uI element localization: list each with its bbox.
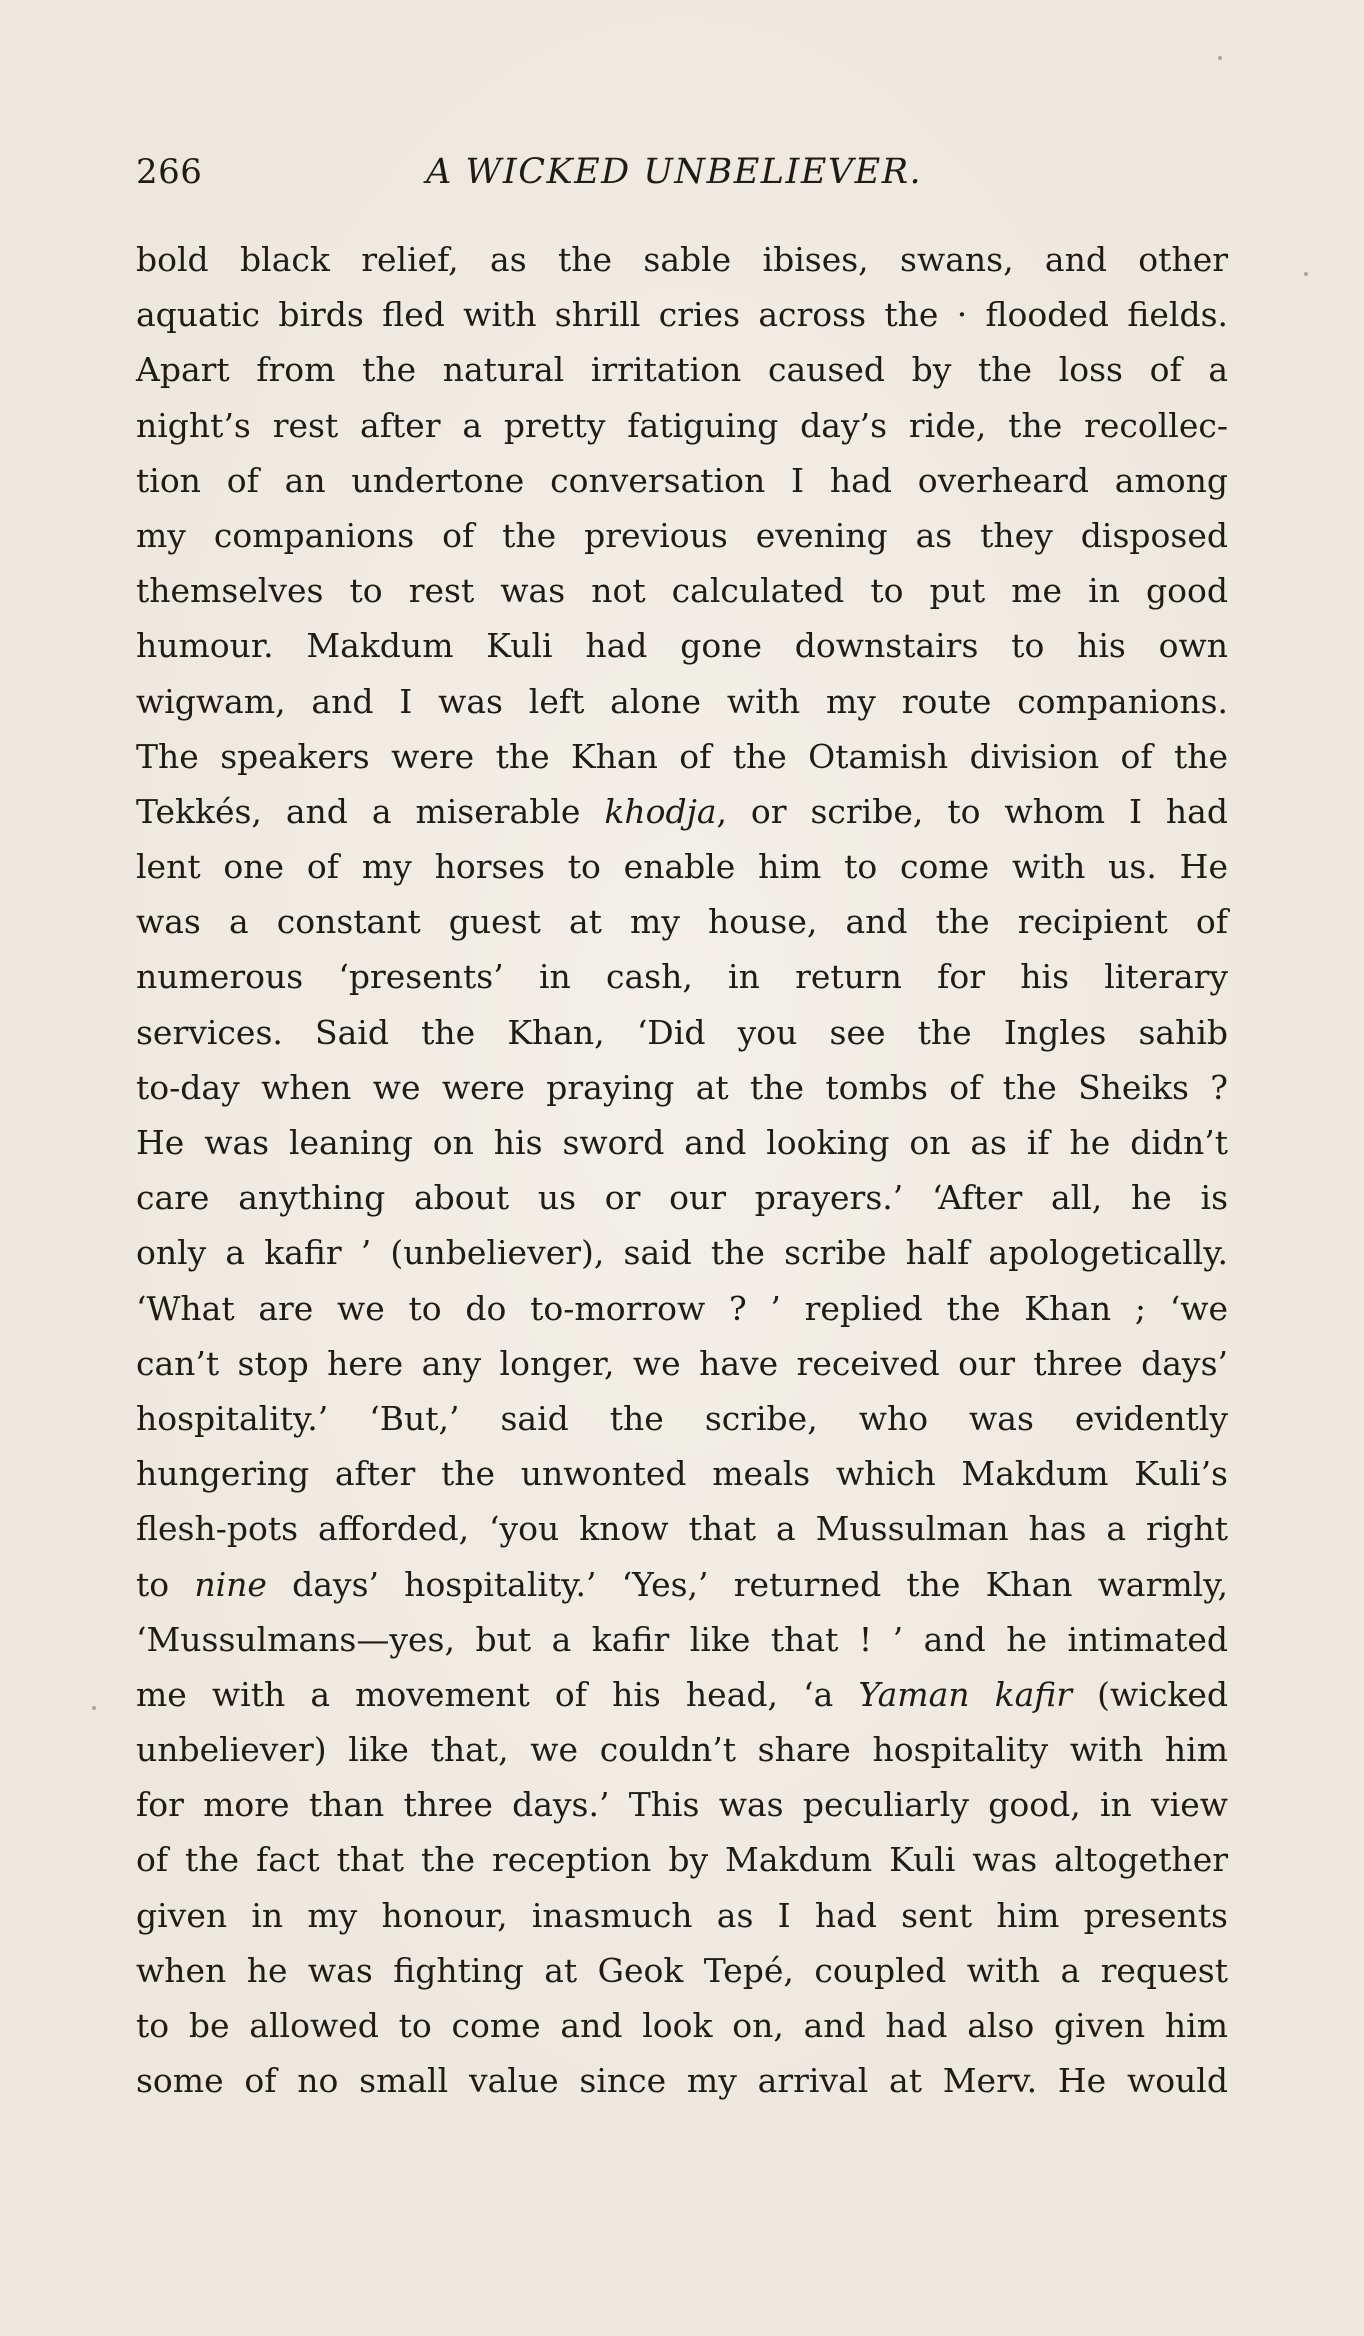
text-line-3: Apart from the natural irritation caused by the loss of a [136, 350, 1228, 390]
text-line-10: The speakers were the Khan of the Otamish division of the [136, 736, 1228, 776]
text-line-7: themselves to rest was not calculated to put me in good [136, 571, 1228, 611]
text-line-24: flesh-pots afforded, ‘you know that a Mussulman has a right [136, 1509, 1228, 1549]
text-line-23: hungering after the unwonted meals which Makdum Kuli’s [136, 1454, 1228, 1494]
paper-speck [92, 1706, 96, 1710]
text-line-2: aquatic birds fled with shrill cries across the · flooded fields. [136, 295, 1228, 335]
text-line-14: numerous ‘presents’ in cash, in return for his literary [136, 957, 1228, 997]
text-line-6: my companions of the previous evening as they disposed [136, 515, 1228, 555]
text-line-30: of the fact that the reception by Makdum Kuli was altogether [136, 1840, 1228, 1880]
text-line-13: was a constant guest at my house, and the recipient of [136, 902, 1228, 942]
page-header [136, 150, 1228, 194]
text-line-21: can’t stop here any longer, we have received our three days’ [136, 1343, 1228, 1383]
text-line-1: bold black relief, as the sable ibises, swans, and other [136, 240, 1228, 279]
text-line-27: me with a movement of his head, ‘a Yaman kafir (wicked [136, 1674, 1228, 1714]
text-line-12: lent one of my horses to enable him to come with us. He [136, 847, 1228, 887]
text-line-26: ‘Mussulmans—yes, but a kafir like that ! ’ and he intimated [136, 1619, 1228, 1659]
text-line-33: to be allowed to come and look on, and had also given him [136, 2006, 1228, 2045]
text-line-16: to-day when we were praying at the tombs of the Sheiks ? [136, 1067, 1228, 1107]
text-line-11: Tekkés, and a miserable khodja, or scribe, to whom I had [136, 791, 1228, 831]
body-text [136, 232, 1228, 2108]
text-line-29: for more than three days.’ This was peculiarly good, in view [136, 1785, 1228, 1825]
text-line-25: to nine days’ hospitality.’ ‘Yes,’ returned the Khan warmly, [136, 1564, 1228, 1604]
text-line-9: wigwam, and I was left alone with my route companions. [136, 681, 1228, 721]
text-line-34: some of no small value since my arrival at Merv. He would [136, 2061, 1228, 2101]
text-line-19: only a kafir ’ (unbeliever), said the scribe half apologetically. [136, 1233, 1228, 1273]
text-line-32: when he was fighting at Geok Tepé, coupled with a request [136, 1950, 1228, 1990]
text-line-4: night’s rest after a pretty fatiguing day’s ride, the recollec- [136, 405, 1228, 445]
text-line-31: given in my honour, inasmuch as I had sent him presents [136, 1895, 1228, 1935]
page-number: 266 [136, 152, 203, 192]
running-head: A WICKED UNBELIEVER. [426, 152, 923, 192]
paper-speck [1218, 56, 1222, 60]
text-line-8: humour. Makdum Kuli had gone downstairs to his own [136, 626, 1228, 666]
text-line-22: hospitality.’ ‘But,’ said the scribe, who was evidently [136, 1398, 1228, 1438]
text-line-15: services. Said the Khan, ‘Did you see the Ingles sahib [136, 1012, 1228, 1052]
text-line-28: unbeliever) like that, we couldn’t share hospitality with him [136, 1730, 1228, 1770]
text-line-17: He was leaning on his sword and looking on as if he didn’t [136, 1123, 1228, 1162]
text-line-20: ‘What are we to do to-morrow ? ’ replied the Khan ; ‘we [136, 1288, 1228, 1328]
text-line-18: care anything about us or our prayers.’ ‘After all, he is [136, 1178, 1228, 1218]
text-line-5: tion of an undertone conversation I had overheard among [136, 460, 1228, 500]
paper-speck [1304, 272, 1308, 276]
